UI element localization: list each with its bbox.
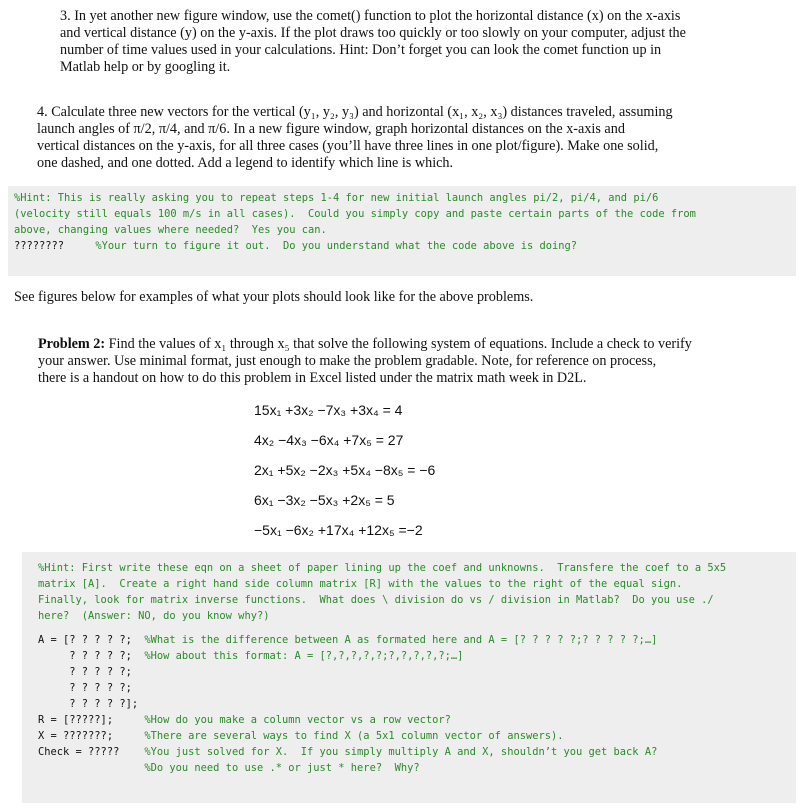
code-statement: ? ? ? ? ?]; [38,698,139,710]
question-3 [60,8,686,76]
code-comment: %You just solved for X. If you simply multiply A and X, shouldn’t you get back A? [144,746,658,758]
q4-line: vertical distances on the y-axis, for all three cases (you’ll have three lines in one plot/figure). Make one solid, [37,138,659,154]
q4-line: 4. Calculate three new vectors for the vertical (y₁, y₂, y₃) and horizontal (x₁, x₂, x₃) distances traveled, assuming [37,104,673,120]
hint-code-block-1 [8,186,796,276]
hint2-line: here? (Answer: NO, do you know why?) [38,610,270,622]
code-statement [38,762,144,774]
equation-5: −5x₁ −6x₂ +17x₄ +12x₅ =−2 [254,522,423,538]
see-figures-note: See figures below for examples of what your plots should look like for the above problems. [14,289,534,305]
code-statement: X = ???????; [38,730,145,742]
problem-2-label: Problem 2: [38,336,106,352]
code-statement: ? ? ? ? ?; [38,682,132,694]
hint-code-block-2 [22,552,796,803]
equation-4: 6x₁ −3x₂ −5x₃ +2x₅ = 5 [254,492,395,508]
code-statement: R = [?????]; [38,714,145,726]
code-statement: A = [? ? ? ? ?; [38,634,145,646]
q3-line: Matlab help or by googling it. [60,59,231,75]
q3-line: 3. In yet another new figure window, use the comet() function to plot the horizontal distance (x) on the x-axis [60,8,681,24]
hint2-line: Finally, look for matrix inverse functions. What does \ division do vs / division in Matlab? Do you use ./ [38,594,714,606]
hint1-line: (velocity still equals 100 m/s in all cases). Could you simply copy and paste certain parts of the code from [14,208,696,220]
code-statement: Check = ????? [38,746,145,758]
q3-line: and vertical distance (y) on the y-axis. If the plot draws too quickly or too slowly on your computer, adjust the [60,25,686,41]
problem-2-text: your answer. Use minimal format, just enough to make the problem gradable. Note, for reference on process, [38,353,657,369]
code-comment: %There are several ways to find X (a 5x1 column vector of answers). [144,730,564,742]
q4-line: one dashed, and one dotted. Add a legend to identify which line is which. [37,155,454,171]
equation-2: 4x₂ −4x₃ −6x₄ +7x₅ = 27 [254,432,404,448]
equation-1: 15x₁ +3x₂ −7x₃ +3x₄ = 4 [254,402,403,418]
problem-2-text: there is a handout on how to do this problem in Excel listed under the matrix math week in D2L. [38,370,587,386]
code-statement: ? ? ? ? ?; [38,666,132,678]
equation-3: 2x₁ +5x₂ −2x₃ +5x₄ −8x₅ = −6 [254,462,436,478]
hint1-line: %Hint: This is really asking you to repeat steps 1-4 for new initial launch angles pi/2, pi/4, and pi/6 [14,192,659,204]
q3-line: number of time values used in your calculations. Hint: Don’t forget you can look the comet function up in [60,42,662,58]
hint2-line: matrix [A]. Create a right hand side column matrix [R] with the values to the right of the equal sign. [38,578,683,590]
code-comment: %How about this format: A = [?,?,?,?,?;?,?,?,?,?;…] [144,650,464,662]
problem-2 [38,336,692,387]
code-comment: %How do you make a column vector vs a row vector? [144,714,451,726]
hint1-line: above, changing values where needed? Yes you can. [14,224,327,236]
question-4 [37,104,673,172]
code-comment: %Do you need to use .* or just * here? Why? [144,762,420,774]
hint1-placeholder: ???????? [14,240,65,252]
code-statement: ? ? ? ? ?; [38,650,145,662]
hint2-line: %Hint: First write these eqn on a sheet of paper lining up the coef and unknowns. Transfere the coef to a 5x5 [38,562,727,574]
hint1-comment: %Your turn to figure it out. Do you understand what the code above is doing? [64,240,578,252]
problem-2-text: Find the values of x₁ through x₅ that solve the following system of equations. Include a check to verify [105,336,692,352]
code-comment: %What is the difference between A as formated here and A = [? ? ? ? ?;? ? ? ? ?;…] [144,634,658,646]
q4-line: launch angles of π/2, π/4, and π/6. In a new figure window, graph horizontal distances on the x-axis and [37,121,625,137]
